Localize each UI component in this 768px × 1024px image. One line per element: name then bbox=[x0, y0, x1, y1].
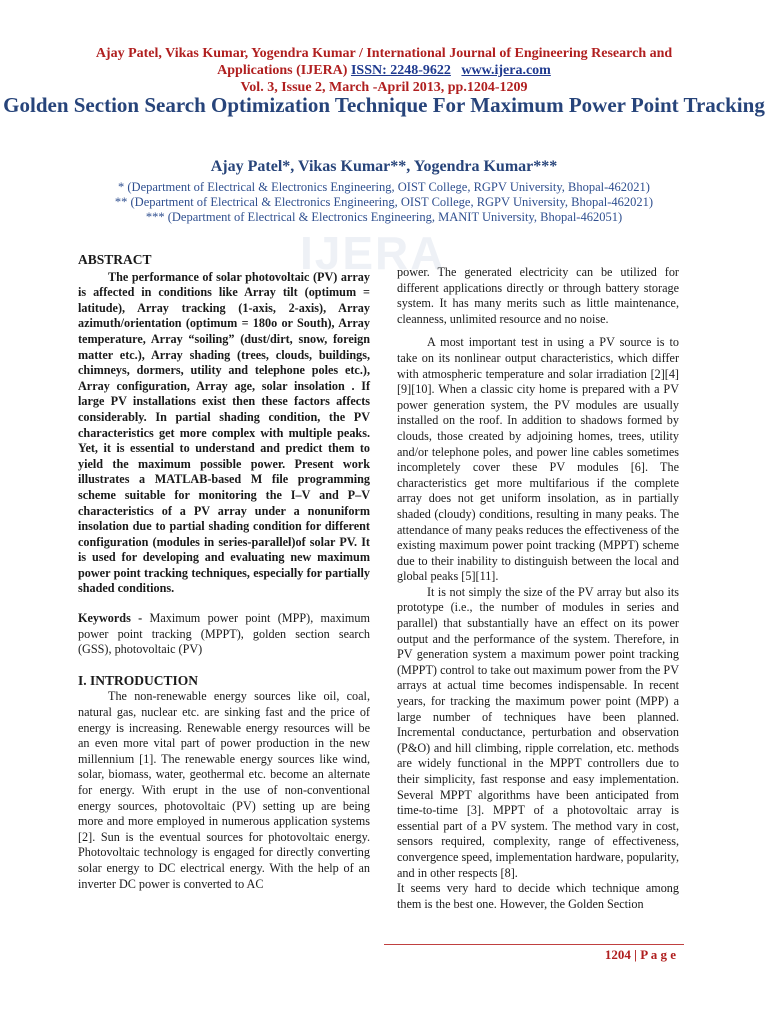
keywords-label: Keywords - bbox=[78, 611, 150, 626]
right-paragraph-1: A most important test in using a PV source is to take on its nonlinear output characteristics, which differ with atmospheric temperature and solar irradiation [2][4][9][10]. When a classic city home is prepared with a PV power generation system, the PV modules are usually installed on the roof. In addition to shadows formed by clouds, those created by adjoining homes, trees, utility and/or telephone poles, and power line cables sometimes incompletely cover these PV modules [6]. The characteristics get more multifarious if the complete array does not get uniform insolation, as in partially shaded (cloudy) conditions, resulting in many peaks. The attendance of many peaks reduces the effectiveness of the existing maximum power point tracking (MPPT) scheme due to their inability to distinguish between the local and global peaks [5][11]. bbox=[397, 335, 679, 584]
paper-authors: Ajay Patel*, Vikas Kumar**, Yogendra Kumar*** bbox=[210, 158, 558, 175]
journal-watermark: IJERA bbox=[300, 227, 446, 279]
right-paragraph-0: power. The generated electricity can be utilized for different applications directly or through battery storage system. It has many merits such as little maintenance, cleanness, unlimited resource and no noise. bbox=[397, 265, 679, 326]
journal-header-line3: Vol. 3, Issue 2, March -April 2013, pp.1204-1209 bbox=[240, 80, 528, 95]
website-link[interactable]: www.ijera.com bbox=[461, 63, 551, 78]
right-paragraph-2: It is not simply the size of the PV array but also its prototype (i.e., the number of modules in series and parallel) that substantially have an effect on its power output and the performance of the system. Therefore, in PV generation system a maximum power point tracking (MPPT) control to take out maximum power from the PV arrays at actual time becomes indispensable. In recent years, for tracking the maximum power point (MPP) a large number of techniques have been planned. Incremental conductance, perturbation and observation (P&O) and hill climbing, ripple correlation, etc. methods are widely functional in the MPPT controllers due to their simplicity, fast response and easy implementation. Several MPPT algorithms have been anticipated from time-to-time [3]. MPPT of a photovoltaic array is essential part of a PV system. The method vary in cost, sensors required, complexity, range of effectiveness, convergence speed, implementation hardware, popularity, and in other respects [8]. bbox=[397, 584, 679, 880]
journal-header-line2 bbox=[0, 62, 768, 79]
right-column bbox=[397, 265, 679, 912]
introduction-paragraph-1: The non-renewable energy sources like oil, coal, natural gas, nuclear etc. are sinking fast and the price of energy is increasing. Renewable energy resources will be an even more vital part of power production in the new millennium [1]. The renewable energy sources like wind, solar, biomass, water, geothermal etc. become an alternate for energy. With erupt in the use of non-conventional energy sources, photovoltaic (PV) setting up are being more and more employed in numerous application systems [2]. Sun is the eventual sources for photovoltaic energy. Photovoltaic technology is engaged for directly converting solar energy to DC electrical energy. With the help of an inverter DC power is converted to AC bbox=[78, 689, 370, 891]
journal-header-line1: Ajay Patel, Vikas Kumar, Yogendra Kumar / International Journal of Engineering Research and bbox=[95, 46, 673, 61]
right-paragraph-3: It seems very hard to decide which technique among them is the best one. However, the Golden Section bbox=[397, 881, 679, 911]
keywords-text: Maximum power point (MPP), maximum power point tracking (MPPT), golden section search (GSS), photovoltaic (PV) bbox=[78, 611, 370, 657]
left-column bbox=[78, 252, 370, 892]
introduction-heading: I. INTRODUCTION bbox=[78, 672, 199, 688]
issn-link[interactable]: ISSN: 2248-9622 bbox=[350, 63, 451, 78]
keywords bbox=[78, 611, 370, 658]
footer-rule bbox=[384, 944, 684, 945]
paper-title: Golden Section Search Optimization Technique For Maximum Power Point Tracking bbox=[3, 93, 765, 117]
abstract-heading: ABSTRACT bbox=[78, 252, 152, 267]
page-number: 1204 | P a g e bbox=[604, 947, 676, 962]
affiliation-3: *** (Department of Electrical & Electronics Engineering, MANIT University, Bhopal-462051) bbox=[145, 210, 623, 224]
affiliation-2: ** (Department of Electrical & Electronics Engineering, OIST College, RGPV University, Bhopal-462021) bbox=[114, 195, 654, 209]
abstract-text: The performance of solar photovoltaic (PV) array is affected in conditions like Array tilt (optimum = latitude), Array tracking (1-axis, 2-axis), Array azimuth/orientation (optimum = 180o or South), Array temperature, Array “soiling” (dust/dirt, snow, foreign matter etc.), Array shading (trees, clouds, buildings, chimneys, dormers, utility and telephone poles etc.), Array configuration, Array age, solar insolation . If large PV installations exist then these factors affects considerably. In partial shading condition, the PV characteristics get more complex with multiple peaks. Yet, it is essential to understand and predict them to yield the maximum possible power. Present work illustrates a MATLAB-based M file programming scheme suitable for monitoring the I–V and P–V characteristics of a PV array under a nonuniform insolation due to partial shading condition for different configuration (modules in series-parallel)of solar PV. It is used for developing and evaluating new maximum power point tracking techniques, especially for partially shaded conditions. bbox=[78, 269, 370, 596]
journal-name: Applications (IJERA) bbox=[217, 63, 351, 78]
affiliation-1: * (Department of Electrical & Electronics Engineering, OIST College, RGPV University, Bhopal-462021) bbox=[118, 180, 650, 194]
